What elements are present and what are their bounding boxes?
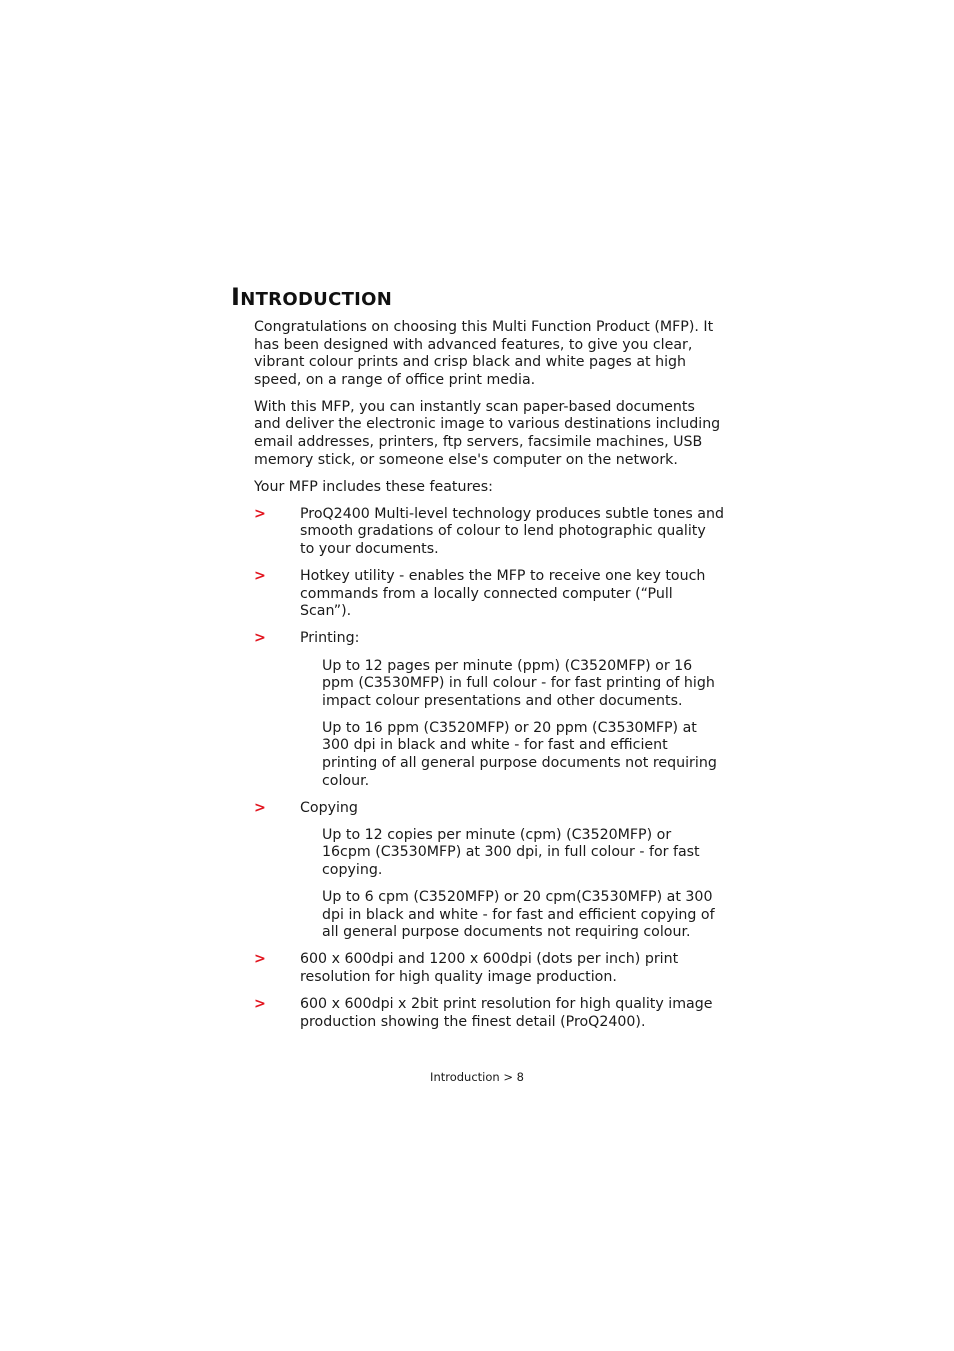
bullet-arrow: >: [254, 799, 266, 816]
feature-subitem: Up to 12 pages per minute (ppm) (C3520MFP) or 16 ppm (C3530MFP) in full colour - for fast printing of high impact colour presentations and other documents.: [322, 657, 715, 709]
bullet-arrow: >: [254, 996, 266, 1012]
feature-text: Copying: [300, 799, 358, 816]
main-content: [254, 319, 724, 1041]
bullet-arrow: >: [254, 568, 266, 585]
feature-subitem: Up to 16 ppm (C3520MFP) or 20 ppm (C3530MFP) at 300 dpi in black and white - for fast and efficient printing of all general purpose documents not requiring colour.: [322, 719, 717, 789]
feature-item: [254, 996, 724, 1031]
feature-list: [254, 506, 724, 1031]
feature-text: 600 x 600dpi and 1200 x 600dpi (dots per inch) print resolution for high quality image production.: [300, 951, 679, 985]
title-rest: NTRODUCTION: [240, 289, 393, 310]
feature-item: [254, 951, 724, 986]
page-title: [231, 283, 392, 311]
bullet-arrow: >: [254, 630, 266, 647]
feature-text: Printing:: [300, 630, 360, 647]
feature-text: 600 x 600dpi x 2bit print resolution for high quality image production showing the finest detail (ProQ2400).: [300, 996, 713, 1030]
feature-subitem: Up to 12 copies per minute (cpm) (C3520MFP) or 16cpm (C3530MFP) at 300 dpi, in full colour - for fast copying.: [322, 826, 700, 878]
title-initial: I: [231, 283, 241, 311]
intro-paragraph: Congratulations on choosing this Multi Function Product (MFP). It has been designed with advanced features, to give you clear, vibrant colour prints and crisp black and white pages at high speed, on a range of office print media.: [254, 319, 714, 388]
bullet-arrow: >: [254, 951, 266, 968]
feature-item: [254, 506, 724, 559]
feature-item: [254, 800, 724, 942]
feature-text: ProQ2400 Multi-level technology produces subtle tones and smooth gradations of colour to lend photographic quality to your documents.: [300, 505, 724, 558]
bullet-arrow: >: [254, 505, 266, 522]
feature-subitem: Up to 6 cpm (C3520MFP) or 20 cpm(C3530MFP) at 300 dpi in black and white - for fast and efficient copying of all general purpose documents not requiring colour.: [322, 889, 715, 941]
feature-subitems: [300, 827, 724, 942]
intro-paragraph: With this MFP, you can instantly scan paper-based documents and deliver the electronic image to various destinations including email addresses, printers, ftp servers, facsimile machines, USB memory stick, or someone else's computer on the network.: [254, 398, 721, 468]
features-lead: Your MFP includes these features:: [254, 478, 493, 495]
feature-item: [254, 568, 724, 621]
feature-text: Hotkey utility - enables the MFP to receive one key touch commands from a locally connected computer (“Pull Scan”).: [300, 568, 706, 620]
feature-item: [254, 630, 724, 790]
page-footer: Introduction > 8: [430, 1070, 524, 1084]
feature-subitems: [300, 658, 724, 791]
